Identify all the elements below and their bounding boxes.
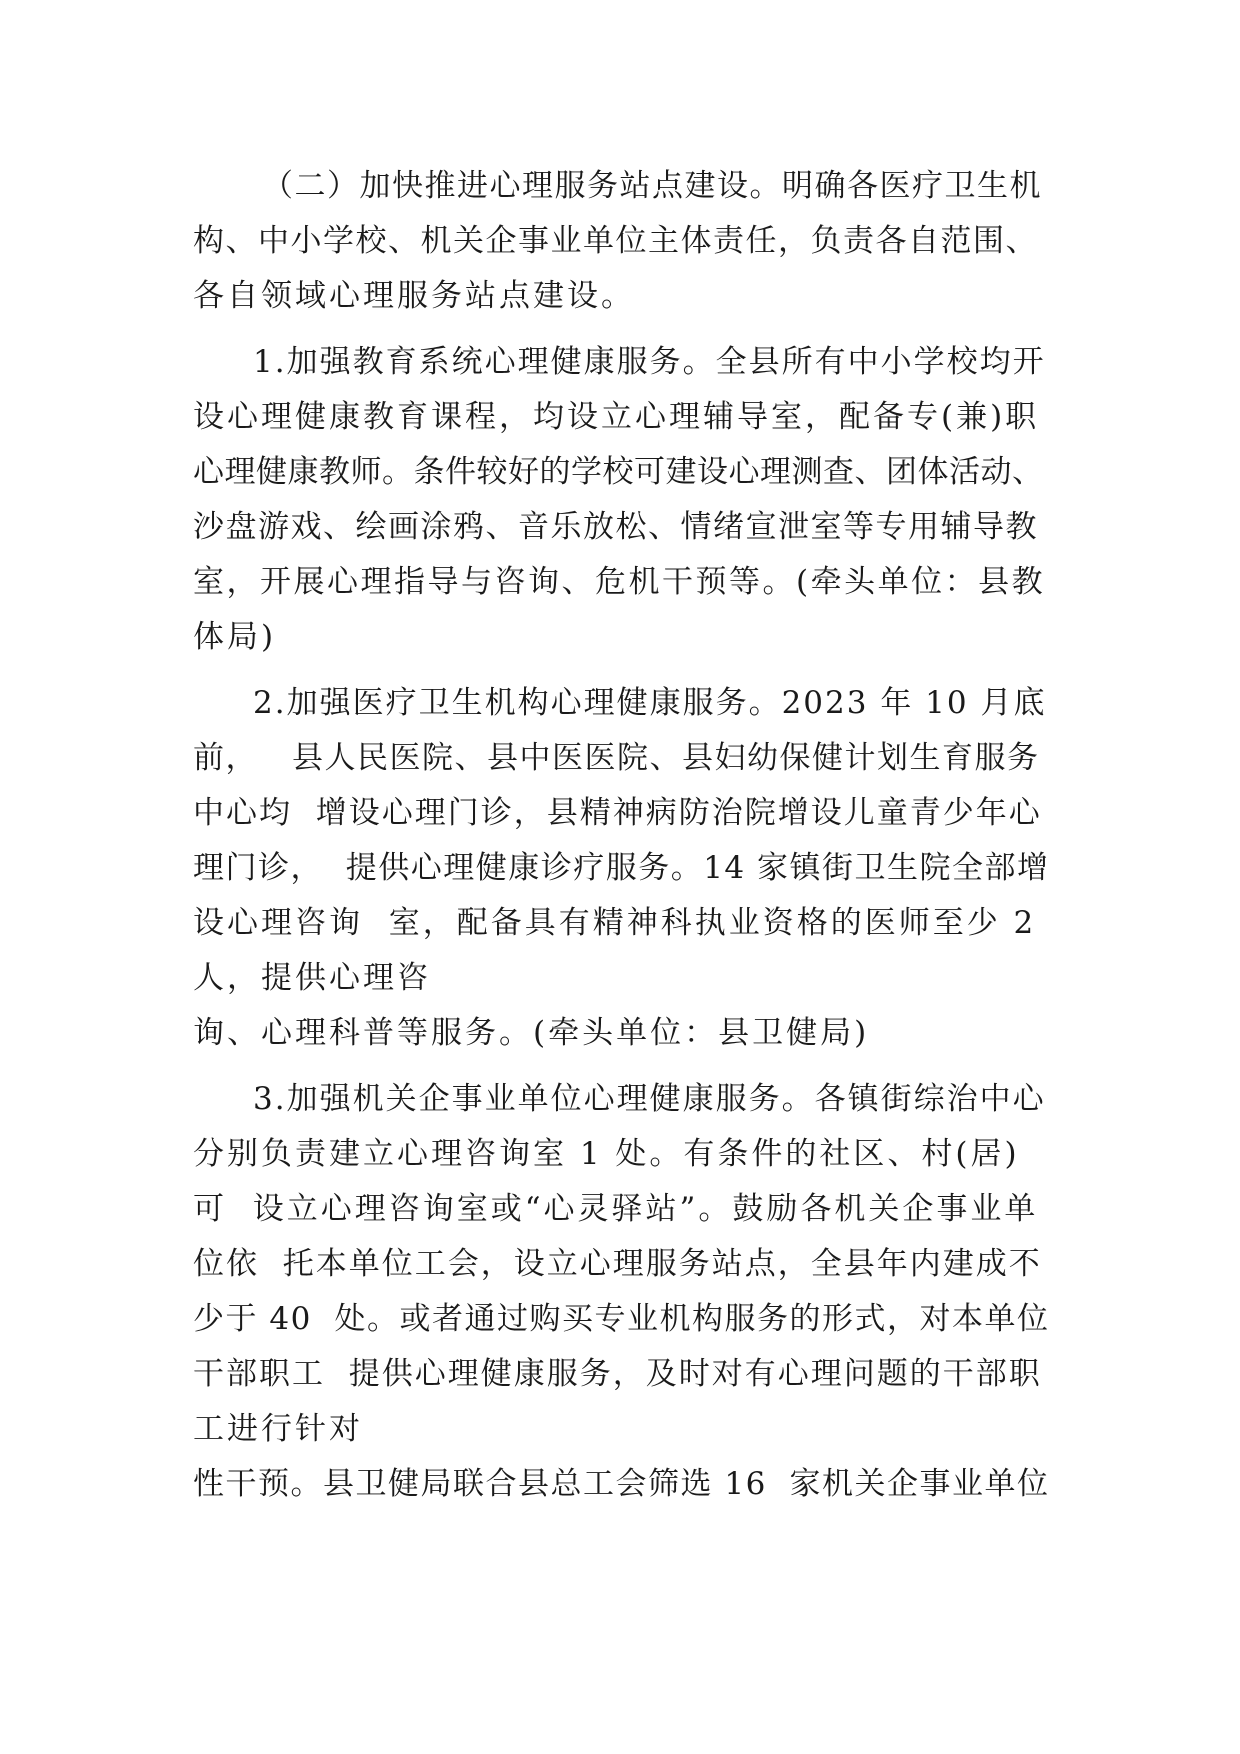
item-2-line-5: 设心理咨询 室，配备具有精神科执业资格的医师至少 2 [193,905,1037,941]
item-1-line-2: 设心理健康教育课程，均设立心理辅导室，配备专(兼)职 [193,399,1040,435]
item-2-line-4: 理门诊， 提供心理健康诊疗服务。14 家镇街卫生院全部增 [193,850,1050,886]
paragraph-2-line-2: 构、中小学校、机关企事业单位主体责任，负责各自范围、 [193,223,1038,259]
item-1-line-5: 室，开展心理指导与咨询、危机干预等。(牵头单位：县教 [193,564,1046,600]
item-3-line-1: 3.加强机关企事业单位心理健康服务。各镇街综治中心 [253,1081,1046,1117]
item-2-line-2: 前， 县人民医院、县中医医院、县妇幼保健计划生育服务 [193,740,1040,776]
item-2-line-3: 中心均 增设心理门诊，县精神病防治院增设儿童青少年心 [193,795,1042,831]
paragraph-2-line-1: （二）加快推进心理服务站点建设。明确各医疗卫生机 [262,168,1042,204]
item-3-line-5: 少于 40 处。或者通过购买专业机构服务的形式，对本单位 [193,1301,1050,1337]
item-1-line-4: 沙盘游戏、绘画涂鸦、音乐放松、情绪宣泄室等专用辅导教 [193,509,1038,545]
item-2-line-1: 2.加强医疗卫生机构心理健康服务。2023 年 10 月底 [253,685,1047,721]
item-3-line-6: 干部职工 提供心理健康服务，及时对有心理问题的干部职 [193,1356,1042,1392]
item-3-line-4: 位依 托本单位工会，设立心理服务站点，全县年内建成不 [193,1246,1042,1282]
item-1-line-1: 1.加强教育系统心理健康服务。全县所有中小学校均开 [253,344,1046,380]
item-3-line-8: 性干预。县卫健局联合县总工会筛选 16 家机关企事业单位 [193,1466,1050,1502]
item-3-line-7: 工进行针对 [193,1411,363,1447]
item-1-line-3: 心理健康教师。条件较好的学校可建设心理测查、团体活动、 [193,454,1044,490]
paragraph-2-line-3: 各自领域心理服务站点建设。 [193,278,635,314]
item-3-line-2: 分别负责建立心理咨询室 1 处。有条件的社区、村(居) [193,1136,1020,1172]
item-1-line-6: 体局) [193,619,277,655]
item-2-line-7: 询、心理科普等服务。(牵头单位：县卫健局) [193,1015,870,1051]
item-2-line-6: 人，提供心理咨 [193,960,431,996]
item-3-line-3: 可 设立心理咨询室或“心灵驿站”。鼓励各机关企事业单 [193,1191,1039,1227]
